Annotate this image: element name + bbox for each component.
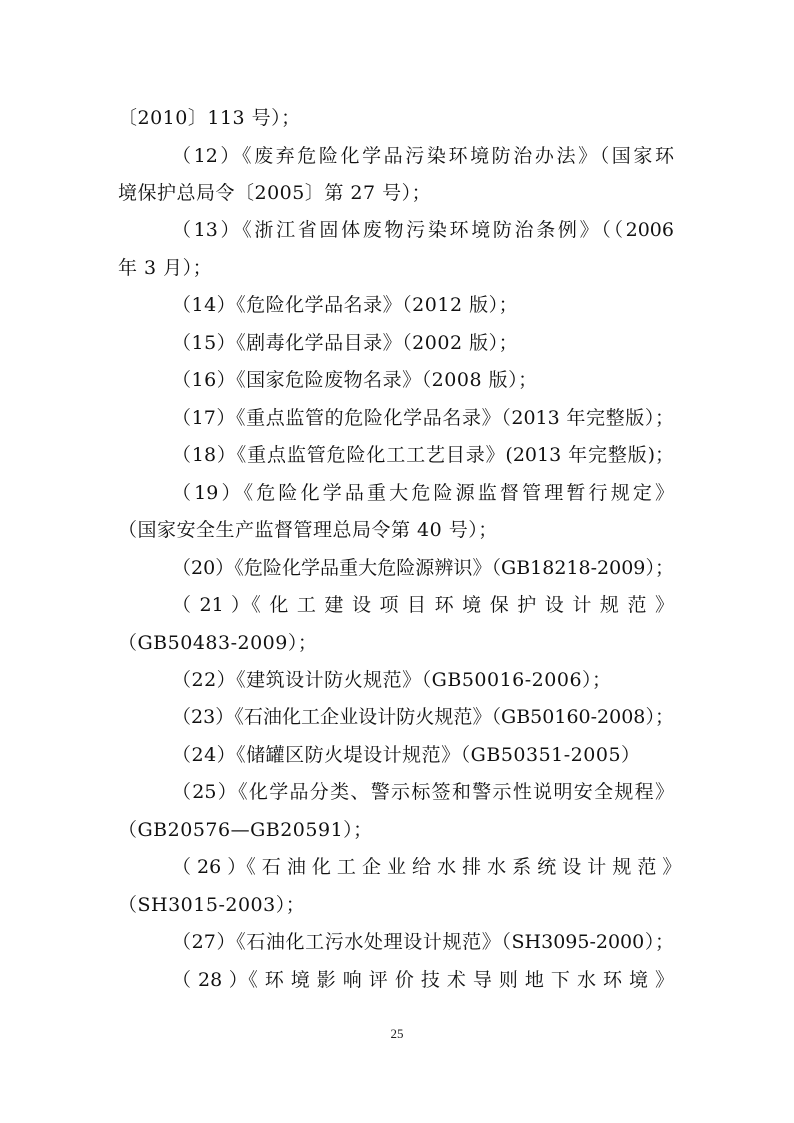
text-line-9: （17）《重点监管的危险化学品名录》（2013 年完整版）； bbox=[172, 407, 674, 429]
text-line-6: （14）《危险化学品名录》（2012 版）； bbox=[172, 294, 519, 316]
text-line-24: （ 28 ）《 环 境 影 响 评 价 技 术 导 则 地 下 水 环 境 》 bbox=[172, 969, 674, 991]
text-line-15: （GB50483-2009）； bbox=[118, 632, 318, 654]
text-line-13: （20）《危险化学品重大危险源辨识》（GB18218-2009）； bbox=[172, 557, 674, 579]
text-line-5: 年 3 月）； bbox=[118, 257, 213, 279]
text-line-11: （19）《危险化学品重大危险源监督管理暂行规定》 bbox=[172, 482, 674, 504]
text-line-19: （25）《化学品分类、警示标签和警示性说明安全规程》 bbox=[172, 781, 674, 803]
text-line-10: （18）《重点监管危险化工工艺目录》(2013 年完整版)； bbox=[172, 444, 674, 466]
text-line-7: （15）《剧毒化学品目录》（2002 版）； bbox=[172, 332, 519, 354]
text-line-1: 〔2010〕113 号）； bbox=[118, 107, 301, 129]
text-line-2: （12）《废弃危险化学品污染环境防治办法》（国家环 bbox=[172, 145, 674, 167]
text-line-14: （ 21 ）《 化 工 建 设 项 目 环 境 保 护 设 计 规 范 》 bbox=[172, 594, 674, 616]
page-number: 25 bbox=[390, 1026, 404, 1041]
text-line-20: （GB20576—GB20591）； bbox=[118, 819, 373, 841]
text-line-12: （国家安全生产监督管理总局令第 40 号）； bbox=[118, 519, 498, 541]
text-line-4: （13）《浙江省固体废物污染环境防治条例》（（2006 bbox=[172, 219, 674, 241]
text-line-17: （23）《石油化工企业设计防火规范》（GB50160-2008）； bbox=[172, 706, 674, 728]
text-line-16: （22）《建筑设计防火规范》（GB50016-2006）； bbox=[172, 669, 612, 691]
text-line-23: （27）《石油化工污水处理设计规范》（SH3095-2000）； bbox=[172, 931, 674, 953]
text-line-3: 境保护总局令〔2005〕第 27 号）； bbox=[118, 182, 432, 204]
text-line-8: （16）《国家危险废物名录》（2008 版）； bbox=[172, 369, 538, 391]
text-line-21: （ 26 ）《 石 油 化 工 企 业 给 水 排 水 系 统 设 计 规 范 》 bbox=[172, 856, 682, 878]
text-line-22: （SH3015-2003）； bbox=[118, 894, 306, 916]
text-line-18: （24）《储罐区防火堤设计规范》（GB50351-2005） bbox=[172, 744, 641, 766]
